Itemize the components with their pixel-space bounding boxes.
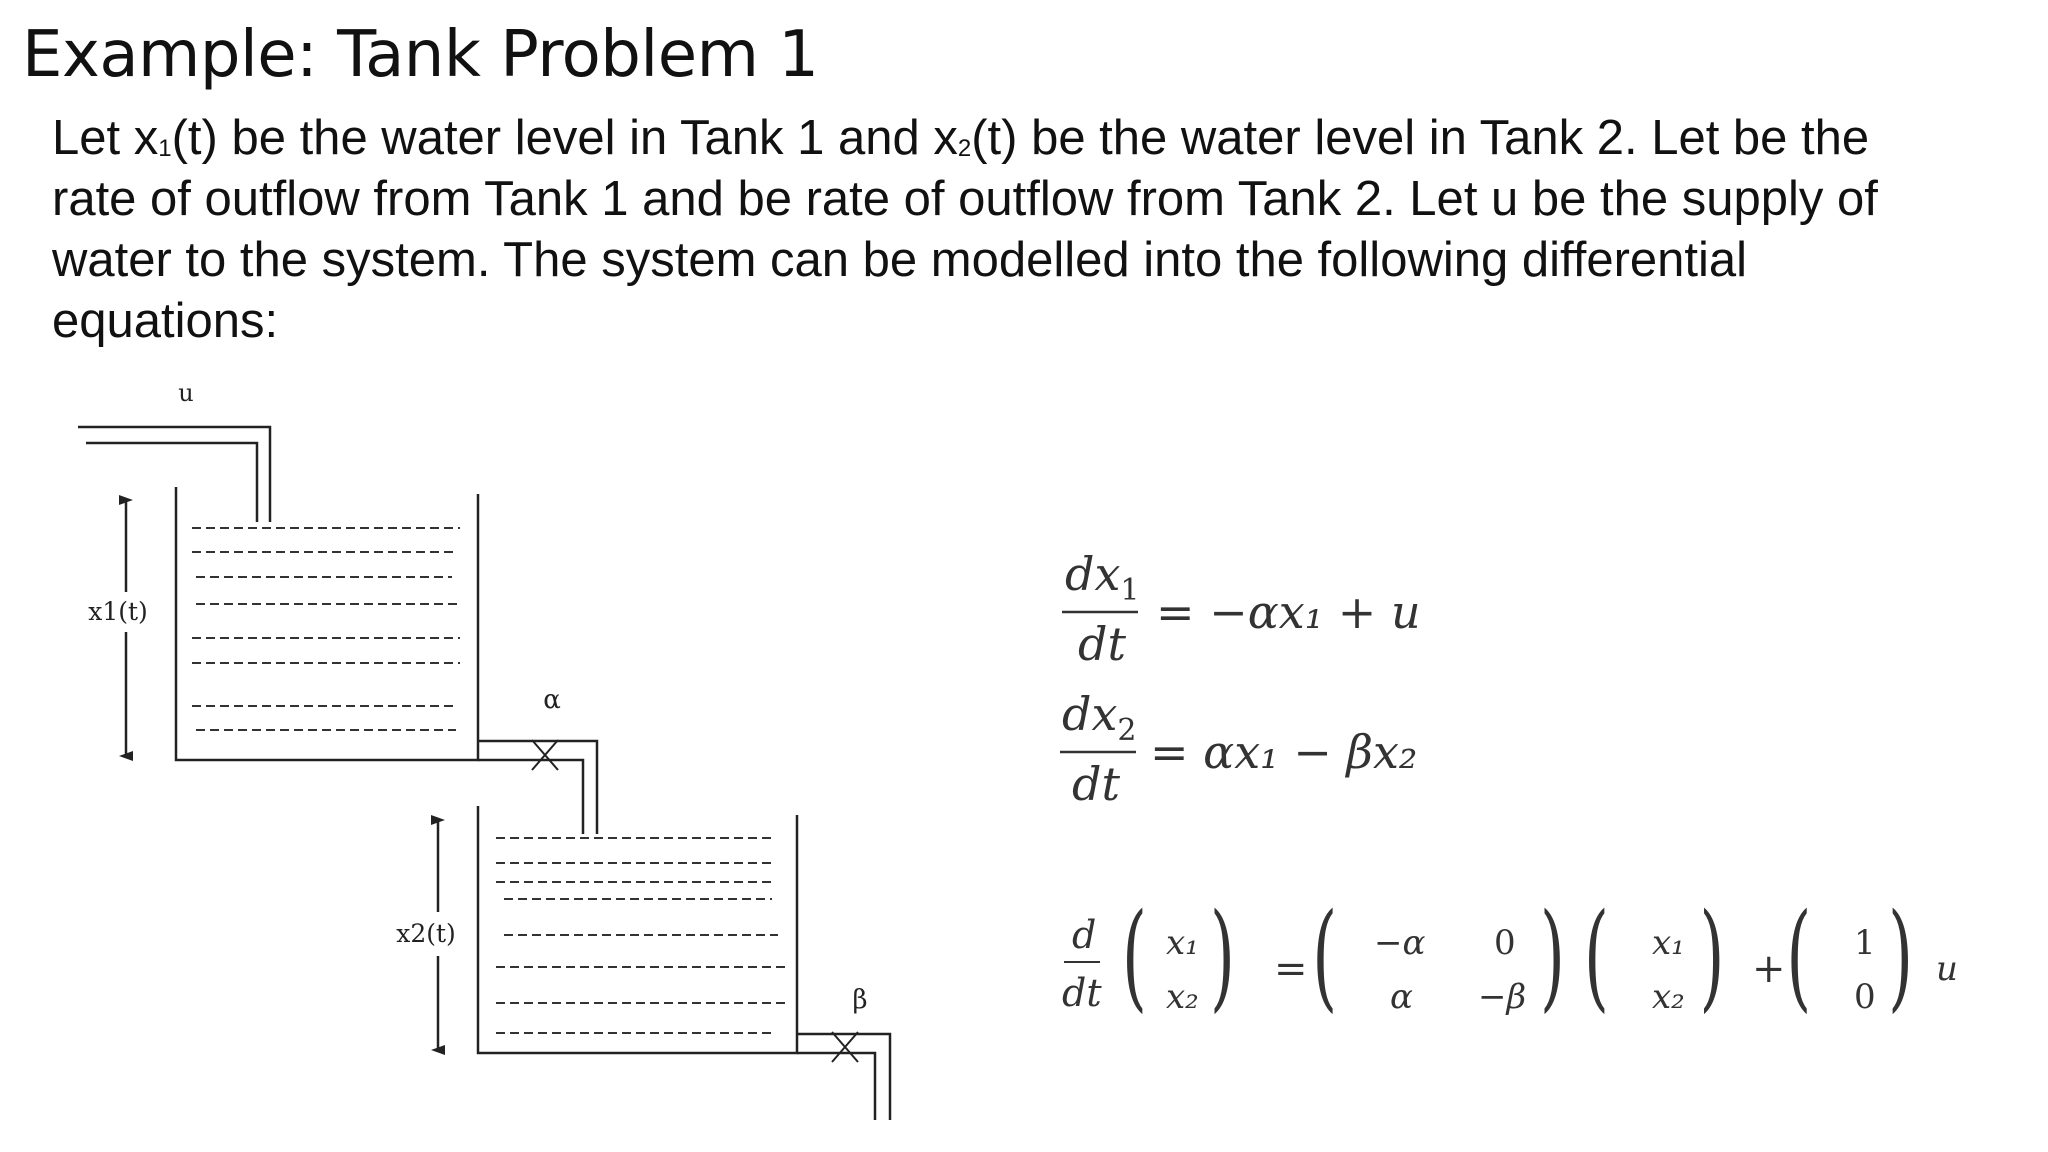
x2-level-label: x2(t) (396, 919, 456, 948)
line1-middle: (t) be the water level in Tank 1 and x (171, 111, 958, 165)
matrix-plus: + (1752, 946, 1786, 992)
valve-beta-label: β (852, 985, 868, 1015)
paren-left-1: ( (1122, 889, 1147, 1025)
tank2-outlet-bottom (797, 1053, 875, 1120)
matrix-dt: dt (1062, 971, 1102, 1015)
paren-right-3: ) (1699, 889, 1725, 1025)
slide-title: Example: Tank Problem 1 (22, 18, 819, 92)
line1-prefix: Let x (52, 111, 159, 165)
x1-level-label: x1(t) (88, 597, 148, 626)
paren-right-1: ) (1210, 889, 1235, 1025)
paren-left-2: ( (1312, 889, 1338, 1025)
paren-left-3: ( (1584, 889, 1609, 1025)
description-line-1 (52, 108, 2012, 169)
B-top: 1 (1854, 923, 1876, 963)
inflow-pipe-outer (78, 427, 270, 522)
valve-alpha-icon (532, 740, 558, 770)
B-bottom: 0 (1854, 977, 1876, 1017)
eq1-numerator: $dx_1$ (1065, 547, 1140, 608)
eq1-rhs: = −αx₁ + u (1156, 585, 1421, 639)
A-22: −β (1478, 977, 1527, 1017)
eq2-numerator: $dx_2$ (1062, 687, 1137, 748)
eq2-rhs: = αx₁ − βx₂ (1150, 725, 1418, 779)
input-u-label: u (178, 379, 194, 407)
vec-x1: x₁ (1652, 923, 1685, 963)
paren-right-2: ) (1540, 889, 1565, 1025)
inflow-pipe-inner (86, 443, 257, 522)
state-x1: x₁ (1166, 923, 1199, 963)
description-line-3: water to the system. The system can be modelled into the following differential (52, 233, 1748, 287)
eq2-denominator: dt (1072, 757, 1120, 811)
valve-beta-icon (832, 1032, 858, 1062)
eq1-denominator: dt (1078, 617, 1126, 671)
A-11: −α (1374, 923, 1426, 963)
state-x2: x₂ (1166, 977, 1199, 1017)
A-12: 0 (1494, 923, 1516, 963)
paren-right-4: ) (1888, 889, 1914, 1025)
input-u: u (1936, 949, 1958, 989)
tank1-outlet-bottom (478, 760, 583, 834)
x1-subscript: 1 (158, 135, 172, 162)
tank2-water-lines (496, 838, 786, 1033)
two-tank-diagram (0, 360, 920, 1140)
A-21: α (1390, 977, 1413, 1017)
problem-description (52, 108, 2012, 352)
vec-x2: x₂ (1652, 977, 1685, 1017)
state-equations (1040, 520, 1980, 1040)
tank2-walls (478, 806, 797, 1053)
tank1-outlet-top (478, 741, 597, 834)
valve-alpha-label: α (543, 685, 561, 715)
description-line-4: equations: (52, 294, 279, 348)
matrix-equals: = (1274, 946, 1308, 992)
paren-left-4: ( (1786, 889, 1812, 1025)
tank1-water-lines (192, 528, 460, 730)
line1-suffix: (t) be the water level in Tank 2. Let be the (971, 111, 1870, 165)
x2-subscript: 2 (957, 135, 972, 162)
description-line-2: rate of outflow from Tank 1 and be rate of outflow from Tank 2. Let u be the supply of (52, 172, 1878, 226)
matrix-d: d (1072, 913, 1097, 957)
